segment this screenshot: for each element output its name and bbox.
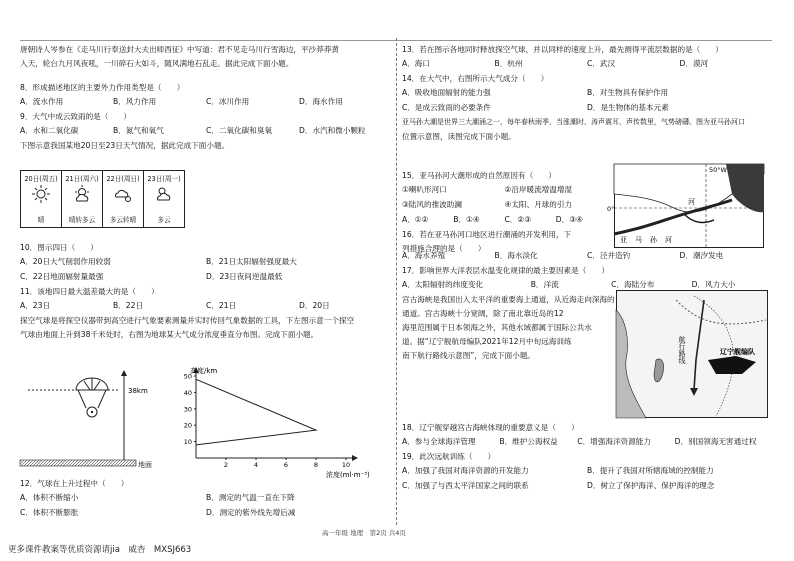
- q14-option-c[interactable]: C．是成云致雨的必要条件: [402, 103, 491, 112]
- series-line: [196, 379, 316, 445]
- weather-day-4: [143, 170, 185, 228]
- sun-icon: [32, 185, 50, 203]
- miyako-intro-4: 道。据“辽宁舰航母编队2021年12月中旬远海训练: [402, 337, 572, 346]
- q19-option-a[interactable]: A．加强了我国对海洋资源的开发能力: [402, 466, 529, 475]
- q19-stem: 19．此次远航训练（ ）: [402, 452, 496, 461]
- balloon-intro-2: 气球由地面上升到38千米处时，右图为地球某大气成分浓度垂直分布图。完成下面小题。: [20, 330, 319, 339]
- y-tick-label: 30: [183, 405, 192, 414]
- amazon-intro-2: 位置示意图，读图完成下面小题。: [402, 132, 516, 141]
- formation-label: 辽宁舰编队: [720, 348, 755, 356]
- q8-option-a[interactable]: A．流水作用: [20, 97, 64, 106]
- x-tick-label: 8: [313, 461, 319, 469]
- liaoning-route-map: [616, 290, 768, 418]
- q15-stem: 15．亚马孙河大潮形成的自然原因有（ ）: [402, 171, 556, 180]
- q15-item-3: ③陆风的推波助澜: [402, 200, 462, 209]
- partly-cloudy-icon: [155, 185, 173, 203]
- longitude-label: 50°W: [709, 166, 727, 174]
- q12-options-row2: [20, 507, 392, 518]
- concentration-chart: [160, 364, 370, 479]
- q8-option-c[interactable]: C．冰川作用: [206, 97, 250, 106]
- q16-options: [402, 250, 772, 261]
- miyako-intro-3: 海里范围属于日本领海之外，其他水域都属于国际公共水: [402, 323, 592, 332]
- column-divider: [396, 38, 397, 525]
- q9-option-b[interactable]: B．氮气和氧气: [113, 126, 164, 135]
- weather-intro: 下图示意我国某地20日至23日天气情况，据此完成下面小题。: [20, 141, 230, 150]
- q8-option-b[interactable]: B．风力作用: [113, 97, 157, 106]
- q16-option-d[interactable]: D．潮汐发电: [679, 251, 724, 260]
- q15-option-d[interactable]: D．③④: [555, 215, 583, 224]
- ground-label: 地面: [138, 461, 152, 469]
- q14-options-row2: [402, 102, 772, 113]
- x-tick-label: 4: [253, 461, 259, 469]
- q15-item-2: ②沿岸暖流增温增湿: [504, 185, 573, 194]
- y-tick-label: 40: [183, 388, 192, 397]
- q9-options: [20, 125, 392, 136]
- q10-option-a[interactable]: A．20日大气削弱作用较弱: [20, 257, 111, 266]
- q13-option-c[interactable]: C．武汉: [587, 59, 616, 68]
- q12-option-c[interactable]: C．体积不断膨胀: [20, 508, 79, 517]
- q10-option-d[interactable]: D．23日夜间逆温最低: [206, 272, 283, 281]
- q10-options-row2: [20, 271, 392, 282]
- ground-rect: [20, 460, 136, 466]
- page-footer: 高一年级 地理 第2页 共4页: [322, 529, 406, 537]
- weather-label: 晴: [37, 216, 45, 224]
- q11-option-c[interactable]: C．21日: [206, 301, 237, 310]
- y-axis-label: 高度/km: [190, 367, 218, 375]
- q19-option-d[interactable]: D．树立了保护海洋、保护海洋的理念: [587, 481, 715, 490]
- q13-option-b[interactable]: B．杭州: [494, 59, 523, 68]
- q15-option-b[interactable]: B．①④: [453, 215, 480, 224]
- y-tick-label: 10: [183, 438, 192, 447]
- cloud-sun-icon: [114, 185, 132, 203]
- q12-option-d[interactable]: D．测定的紫外线先增后减: [206, 508, 296, 517]
- q18-option-d[interactable]: D．别国领海无害通过权: [674, 437, 757, 446]
- q15-item-1: ①喇叭形河口: [402, 185, 447, 194]
- q12-options-row1: [20, 492, 392, 503]
- q12-option-a[interactable]: A．体积不断缩小: [20, 493, 79, 502]
- q19-options-row1: [402, 465, 772, 476]
- q13-option-d[interactable]: D．漠河: [679, 59, 709, 68]
- q11-option-a[interactable]: A．23日: [20, 301, 51, 310]
- q17-options: [402, 279, 772, 290]
- q17-option-d[interactable]: D．风力大小: [691, 280, 736, 289]
- q13-option-a[interactable]: A．海口: [402, 59, 430, 68]
- amazon-estuary-map: [607, 164, 764, 248]
- intro-line-1: 唐朝诗人岑参在《走马川行奉送封大夫出师西征》中写道：君不见走马川行雪海边，平沙莽莽黄: [20, 45, 339, 54]
- gulf-label: 河: [688, 198, 695, 206]
- q10-option-c[interactable]: C．22日地面辐射量最强: [20, 272, 104, 281]
- weather-date: 20日(周五): [24, 175, 58, 183]
- q8-options: [20, 96, 392, 107]
- q17-option-c[interactable]: C．海陆分布: [611, 280, 655, 289]
- weather-date: 21日(周六): [65, 175, 99, 183]
- q15-option-a[interactable]: A．①②: [402, 215, 429, 224]
- balloon-diagram: [20, 368, 170, 472]
- q11-option-b[interactable]: B．22日: [113, 301, 144, 310]
- q11-stem: 11．该地四日最大温差最大的是（ ）: [20, 287, 159, 296]
- q14-option-b[interactable]: B．对生物具有保护作用: [587, 88, 669, 97]
- x-tick-label: 10: [341, 461, 351, 469]
- q16-stem-1: 16．若在亚马孙河口地区进行潮涌的开发利用，下: [402, 230, 572, 239]
- q9-option-a[interactable]: A．水和二氧化碳: [20, 126, 79, 135]
- height-label: 38km: [128, 387, 148, 395]
- route-label: 航行路线: [678, 336, 686, 364]
- q18-option-b[interactable]: B．维护公海权益: [499, 437, 558, 446]
- q10-option-b[interactable]: B．21日太阳辐射强度最大: [206, 257, 297, 266]
- q15-option-c[interactable]: C．②③: [504, 215, 532, 224]
- q18-options: [402, 436, 772, 447]
- q8-stem: 8．形成描述地区的主要外力作用类型是（ ）: [20, 83, 185, 92]
- amazon-intro-1: 亚马孙大潮是世界三大潮涌之一，每年春秋雨季，当涨潮时，涛声震耳，声传数里，气势磅礴。图为亚马孙河口: [402, 118, 745, 126]
- weather-table: [20, 170, 184, 228]
- q15-item-4: ④太阳、月球的引力: [504, 200, 573, 209]
- q14-option-a[interactable]: A．吸收地面辐射的能力强: [402, 88, 491, 97]
- miyako-intro-2: 通道。宫古海峡十分宽阔，除了南北靠近岛的12: [402, 309, 564, 318]
- q10-stem: 10．图示四日（ ）: [20, 243, 99, 252]
- q19-option-c[interactable]: C．加强了与西太平洋国家之间的联系: [402, 481, 529, 490]
- weather-day-3: [102, 170, 144, 228]
- q16-stem-2: 列措施合理的是（ ）: [402, 244, 486, 253]
- river-label: 亚马孙河: [620, 236, 680, 244]
- miyako-intro-5: 南下航行路线示意图”，完成下面小题。: [402, 351, 536, 360]
- weather-label: 多云转晴: [109, 216, 137, 224]
- q15-options: [402, 214, 607, 225]
- balloon-intro-1: 探空气球是将探空仪器带到高空进行气象要素测量并实时传回气象数据的工具，下左图示意一个探空: [20, 316, 355, 325]
- sun-cloud-icon: [73, 185, 91, 203]
- q14-options-row1: [402, 87, 772, 98]
- intro-line-2: 入天，轮台九月风夜吼，一川碎石大如斗，随风满地石乱走。据此完成下面小题。: [20, 59, 294, 68]
- q13-stem: 13．若在图示各地同时释放探空气球，并以同样的速度上升，最先测得平流层数据的是（ ）: [402, 45, 724, 54]
- q15-items-row2: [402, 199, 607, 210]
- q10-options-row1: [20, 256, 392, 267]
- q9-option-d[interactable]: D．水汽和微小颗粒: [299, 126, 366, 135]
- x-axis-label: 浓度(ml·m⁻³): [326, 471, 370, 479]
- weather-label: 多云: [157, 216, 171, 224]
- promo-text: 更多课件教案等优质资源请jia 威杏 MXSJ663: [8, 545, 192, 555]
- q18-stem: 18．辽宁舰穿越宫古海峡体现的重要意义是（ ）: [402, 423, 579, 432]
- q17-option-a[interactable]: A．太阳辐射的纬度变化: [402, 280, 484, 289]
- x-tick-label: 2: [223, 461, 229, 469]
- q9-stem: 9．大气中成云致雨的是（ ）: [20, 112, 132, 121]
- weather-date: 23日(周一): [147, 175, 181, 183]
- q18-option-a[interactable]: A．参与全球海洋管理: [402, 437, 476, 446]
- q14-option-d[interactable]: D．是生物体的基本元素: [587, 103, 669, 112]
- q19-option-b[interactable]: B．提升了我国对所辖海域的控制能力: [587, 466, 714, 475]
- y-tick-label: 50: [183, 372, 192, 381]
- left-column: [20, 38, 392, 549]
- q12-option-b[interactable]: B．测定的气温一直在下降: [206, 493, 295, 502]
- q16-option-b[interactable]: B．海水淡化: [494, 251, 538, 260]
- q14-stem: 14．在大气中，右图所示大气成分（ ）: [402, 74, 549, 83]
- q11-options: [20, 300, 392, 311]
- right-column: [402, 38, 772, 549]
- q11-option-d[interactable]: D．20日: [299, 301, 330, 310]
- q8-option-d[interactable]: D．海水作用: [299, 97, 343, 106]
- q17-option-b[interactable]: B．洋流: [530, 280, 559, 289]
- weather-day-2: [61, 170, 103, 228]
- q19-options-row2: [402, 480, 772, 491]
- equator-label: 0°: [607, 205, 615, 213]
- q13-options: [402, 58, 772, 69]
- x-tick-label: 6: [283, 461, 289, 469]
- q9-option-c[interactable]: C．二氧化碳和臭氧: [206, 126, 273, 135]
- q16-option-c[interactable]: C．泾井造钓: [587, 251, 631, 260]
- weather-date: 22日(周日): [106, 175, 140, 183]
- weather-label: 晴转多云: [68, 216, 96, 224]
- q16-option-a[interactable]: A．海水养殖: [402, 251, 446, 260]
- balloon-icon: [76, 378, 108, 417]
- miyako-intro-1: 宫古海峡是我国出入太平洋的重要海上通道，从近海走向深海的: [402, 295, 615, 304]
- weather-day-1: [20, 170, 62, 228]
- y-tick-label: 20: [183, 421, 192, 430]
- q17-stem: 17．影响世界大洋表层水温变化规律的最主要因素是（ ）: [402, 266, 610, 275]
- x-axis-arrow: [352, 455, 358, 461]
- q12-stem: 12．气球在上升过程中（ ）: [20, 479, 129, 488]
- q18-option-c[interactable]: C．增强海洋资源能力: [577, 437, 651, 446]
- q15-items-row1: [402, 184, 607, 195]
